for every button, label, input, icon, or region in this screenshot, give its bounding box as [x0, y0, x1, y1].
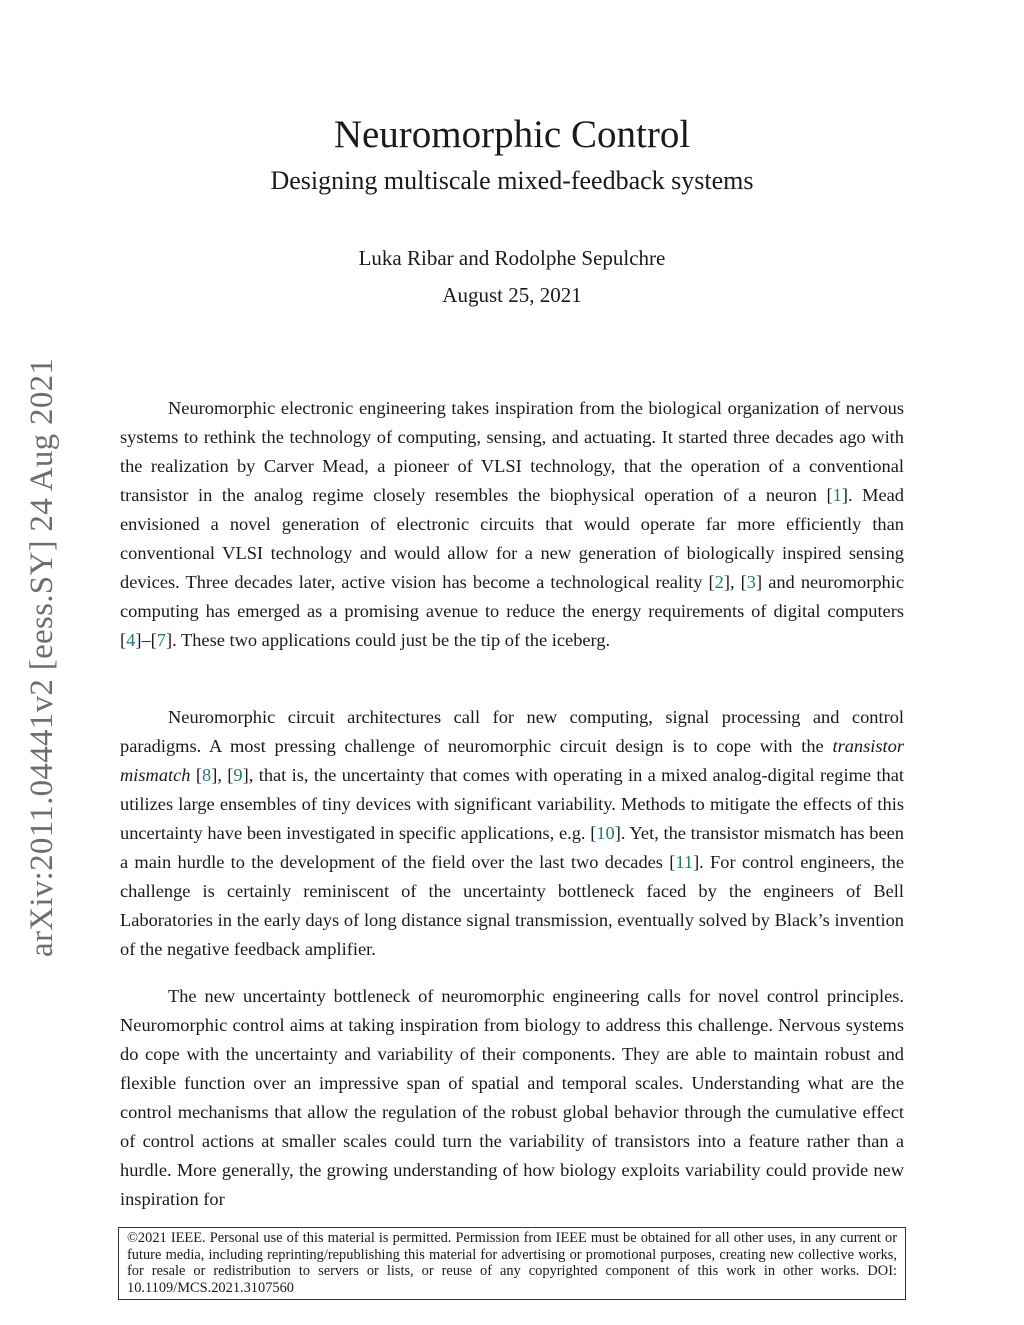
citation-link[interactable]: 10	[596, 823, 615, 843]
citation-link[interactable]: 1	[832, 485, 842, 505]
publication-date: August 25, 2021	[442, 283, 582, 307]
authors: Luka Ribar and Rodolphe Sepulchre	[358, 246, 666, 270]
paragraph-1: Neuromorphic electronic engineering takes inspiration from the biological organization of nervous systems to rethink the technology of computing, sensing, and actuating. It started three decades ago with the realization by Carver Mead, a pioneer of VLSI technology, that the operation of a conventional transistor in the analog regime closely resembles the biophysical operation of a neuron [1]. Mead envisioned a novel generation of electronic circuits that would operate far more efficiently than conventional VLSI technology and would allow for a new generation of biologically inspired sensing devices. Three decades later, active vision has become a technological reality [2], [3] and neuromorphic computing has emerged as a promising avenue to reduce the energy requirements of digital computers [4]–[7]. These two applications could just be the tip of the iceberg.	[120, 398, 904, 650]
citation-link[interactable]: 2	[714, 572, 724, 592]
citation-link[interactable]: 9	[233, 765, 243, 785]
paper-title: Neuromorphic Control	[333, 113, 691, 156]
citation-link[interactable]: 8	[202, 765, 212, 785]
citation-link[interactable]: 4	[126, 630, 136, 650]
arxiv-id: arXiv:2011.04441v2 [eess.SY] 24 Aug 2021	[24, 357, 60, 957]
citation-link[interactable]: 7	[156, 630, 166, 650]
paper-subtitle: Designing multiscale mixed-feedback systems	[270, 166, 754, 195]
paragraph-3: The new uncertainty bottleneck of neuromorphic engineering calls for novel control principles. Neuromorphic control aims at taking inspiration from biology to address this challenge. Nervous systems do cope with the uncertainty and variability of their components. They are able to maintain robust and flexible function over an impressive span of spatial and temporal scales. Understanding what are the control mechanisms that allow the regulation of the robust global behavior through the cumulative effect of control actions at smaller scales could turn the variability of transistors into a feature rather than a hurdle. More generally, the growing understanding of how biology exploits variability could provide new inspiration for	[120, 986, 904, 1209]
copyright-notice: ©2021 IEEE. Personal use of this material is permitted. Permission from IEEE must be obtained for all other uses, in any current or future media, including reprinting/republishing this material for advertising or promotional purposes, creating new collective works, for resale or redistribution to servers or lists, or reuse of any copyrighted component of this work in other works. DOI: 10.1109/MCS.2021.3107560	[118, 1227, 906, 1300]
citation-link[interactable]: 11	[675, 852, 694, 872]
paragraph-2: Neuromorphic circuit architectures call for new computing, signal processing and control paradigms. A most pressing challenge of neuromorphic circuit design is to cope with the transistor mismatch [8], [9], that is, the uncertainty that comes with operating in a mixed analog-digital regime that utilizes large ensembles of tiny devices with significant variability. Methods to mitigate the effects of this uncertainty have been investigated in specific applications, e.g. [10]. Yet, the transistor mismatch has been a main hurdle to the development of the field over the last two decades [11]. For control engineers, the challenge is certainly reminiscent of the uncertainty bottleneck faced by the engineers of Bell Laboratories in the early days of long distance signal transmission, eventually solved by Black’s invention of the negative feedback amplifier.	[120, 707, 904, 959]
emphasis-term: transistor mismatch	[120, 736, 904, 785]
citation-link[interactable]: 3	[746, 572, 756, 592]
